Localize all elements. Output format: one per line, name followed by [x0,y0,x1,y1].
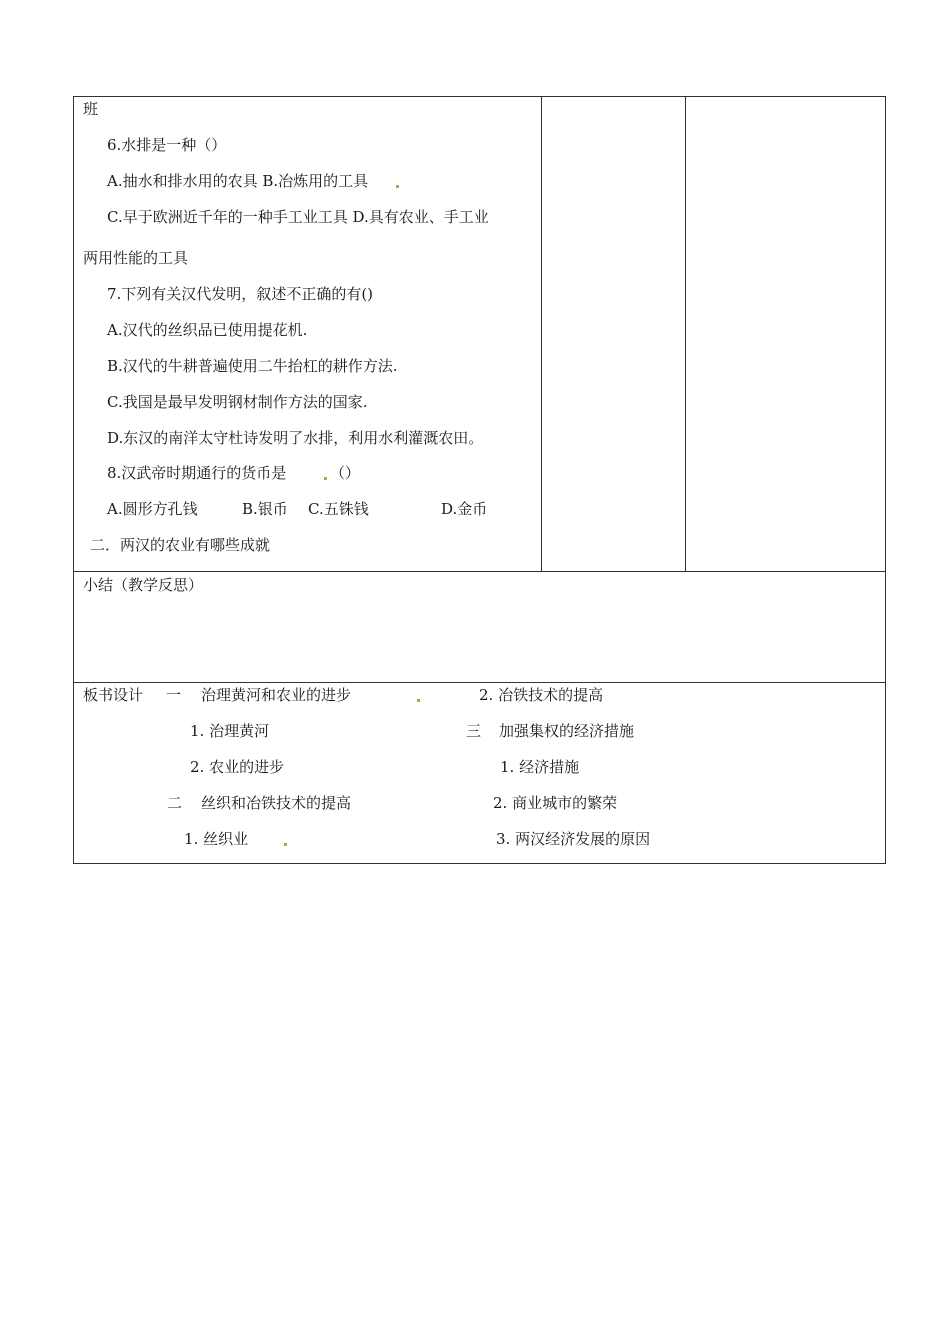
board-label: 板书设计 [83,686,144,704]
board-section-2: 丝织和冶铁技术的提高 [201,794,352,812]
board-section-2-item-1: 1. 丝织业 [184,830,249,848]
question-6-option-c: C.早于欧洲近千年的一种手工业工具 D.具有农业、手工业 [107,208,489,226]
row-divider-1 [74,571,885,572]
question-7-option-a: A.汉代的丝织品已使用提花机. [107,321,308,339]
summary-label: 小结（教学反思） [83,576,204,594]
column-divider-1 [541,97,542,571]
question-6-option-a: A.抽水和排水用的农具 B.冶炼用的工具 [107,172,369,190]
question-7-option-b: B.汉代的牛耕普遍使用二牛抬杠的耕作方法. [107,357,398,375]
question-6-option-c-continued: 两用性能的工具 [83,249,189,267]
question-8-option-d: D.金币 [441,500,488,518]
question-7-option-c: C.我国是最早发明钢材制作方法的国家. [107,393,368,411]
board-section-2-num: 二 [167,794,183,812]
board-section-1-item-1: 1. 治理黄河 [190,722,270,740]
question-7: 7.下列有关汉代发明，叙述不正确的有() [107,285,374,303]
row-divider-2 [74,682,885,683]
question-8: 8.汉武帝时期通行的货币是 [107,464,287,482]
question-8-paren: （） [330,464,361,482]
board-section-1-num: 一 [166,686,182,704]
question-7-option-d: D.东汉的南洋太守杜诗发明了水排，利用水利灌溉农田。 [107,429,484,447]
marker-dot [417,699,420,702]
question-8-option-b: B.银币 [242,500,288,518]
question-line-continued: 班 [83,100,99,118]
question-8-option-c: C.五铢钱 [308,500,369,518]
board-section-1: 治理黄河和农业的进步 [201,686,352,704]
column-divider-2 [685,97,686,571]
board-section-1-item-2: 2. 农业的进步 [190,758,285,776]
board-section-3: 加强集权的经济措施 [499,722,635,740]
section-2-heading: 二．两汉的农业有哪些成就 [90,536,271,554]
board-section-3-item-2: 2. 商业城市的繁荣 [493,794,618,812]
question-6: 6.水排是一种（） [107,136,227,154]
question-8-option-a: A.圆形方孔钱 [107,500,198,518]
marker-dot [324,477,327,480]
board-section-3-item-1: 1. 经济措施 [500,758,580,776]
board-section-3-item-3: 3. 两汉经济发展的原因 [496,830,651,848]
marker-dot [284,843,287,846]
board-section-3-num: 三 [466,722,482,740]
marker-dot [396,185,399,188]
board-section-2-item-2: 2. 冶铁技术的提高 [479,686,604,704]
